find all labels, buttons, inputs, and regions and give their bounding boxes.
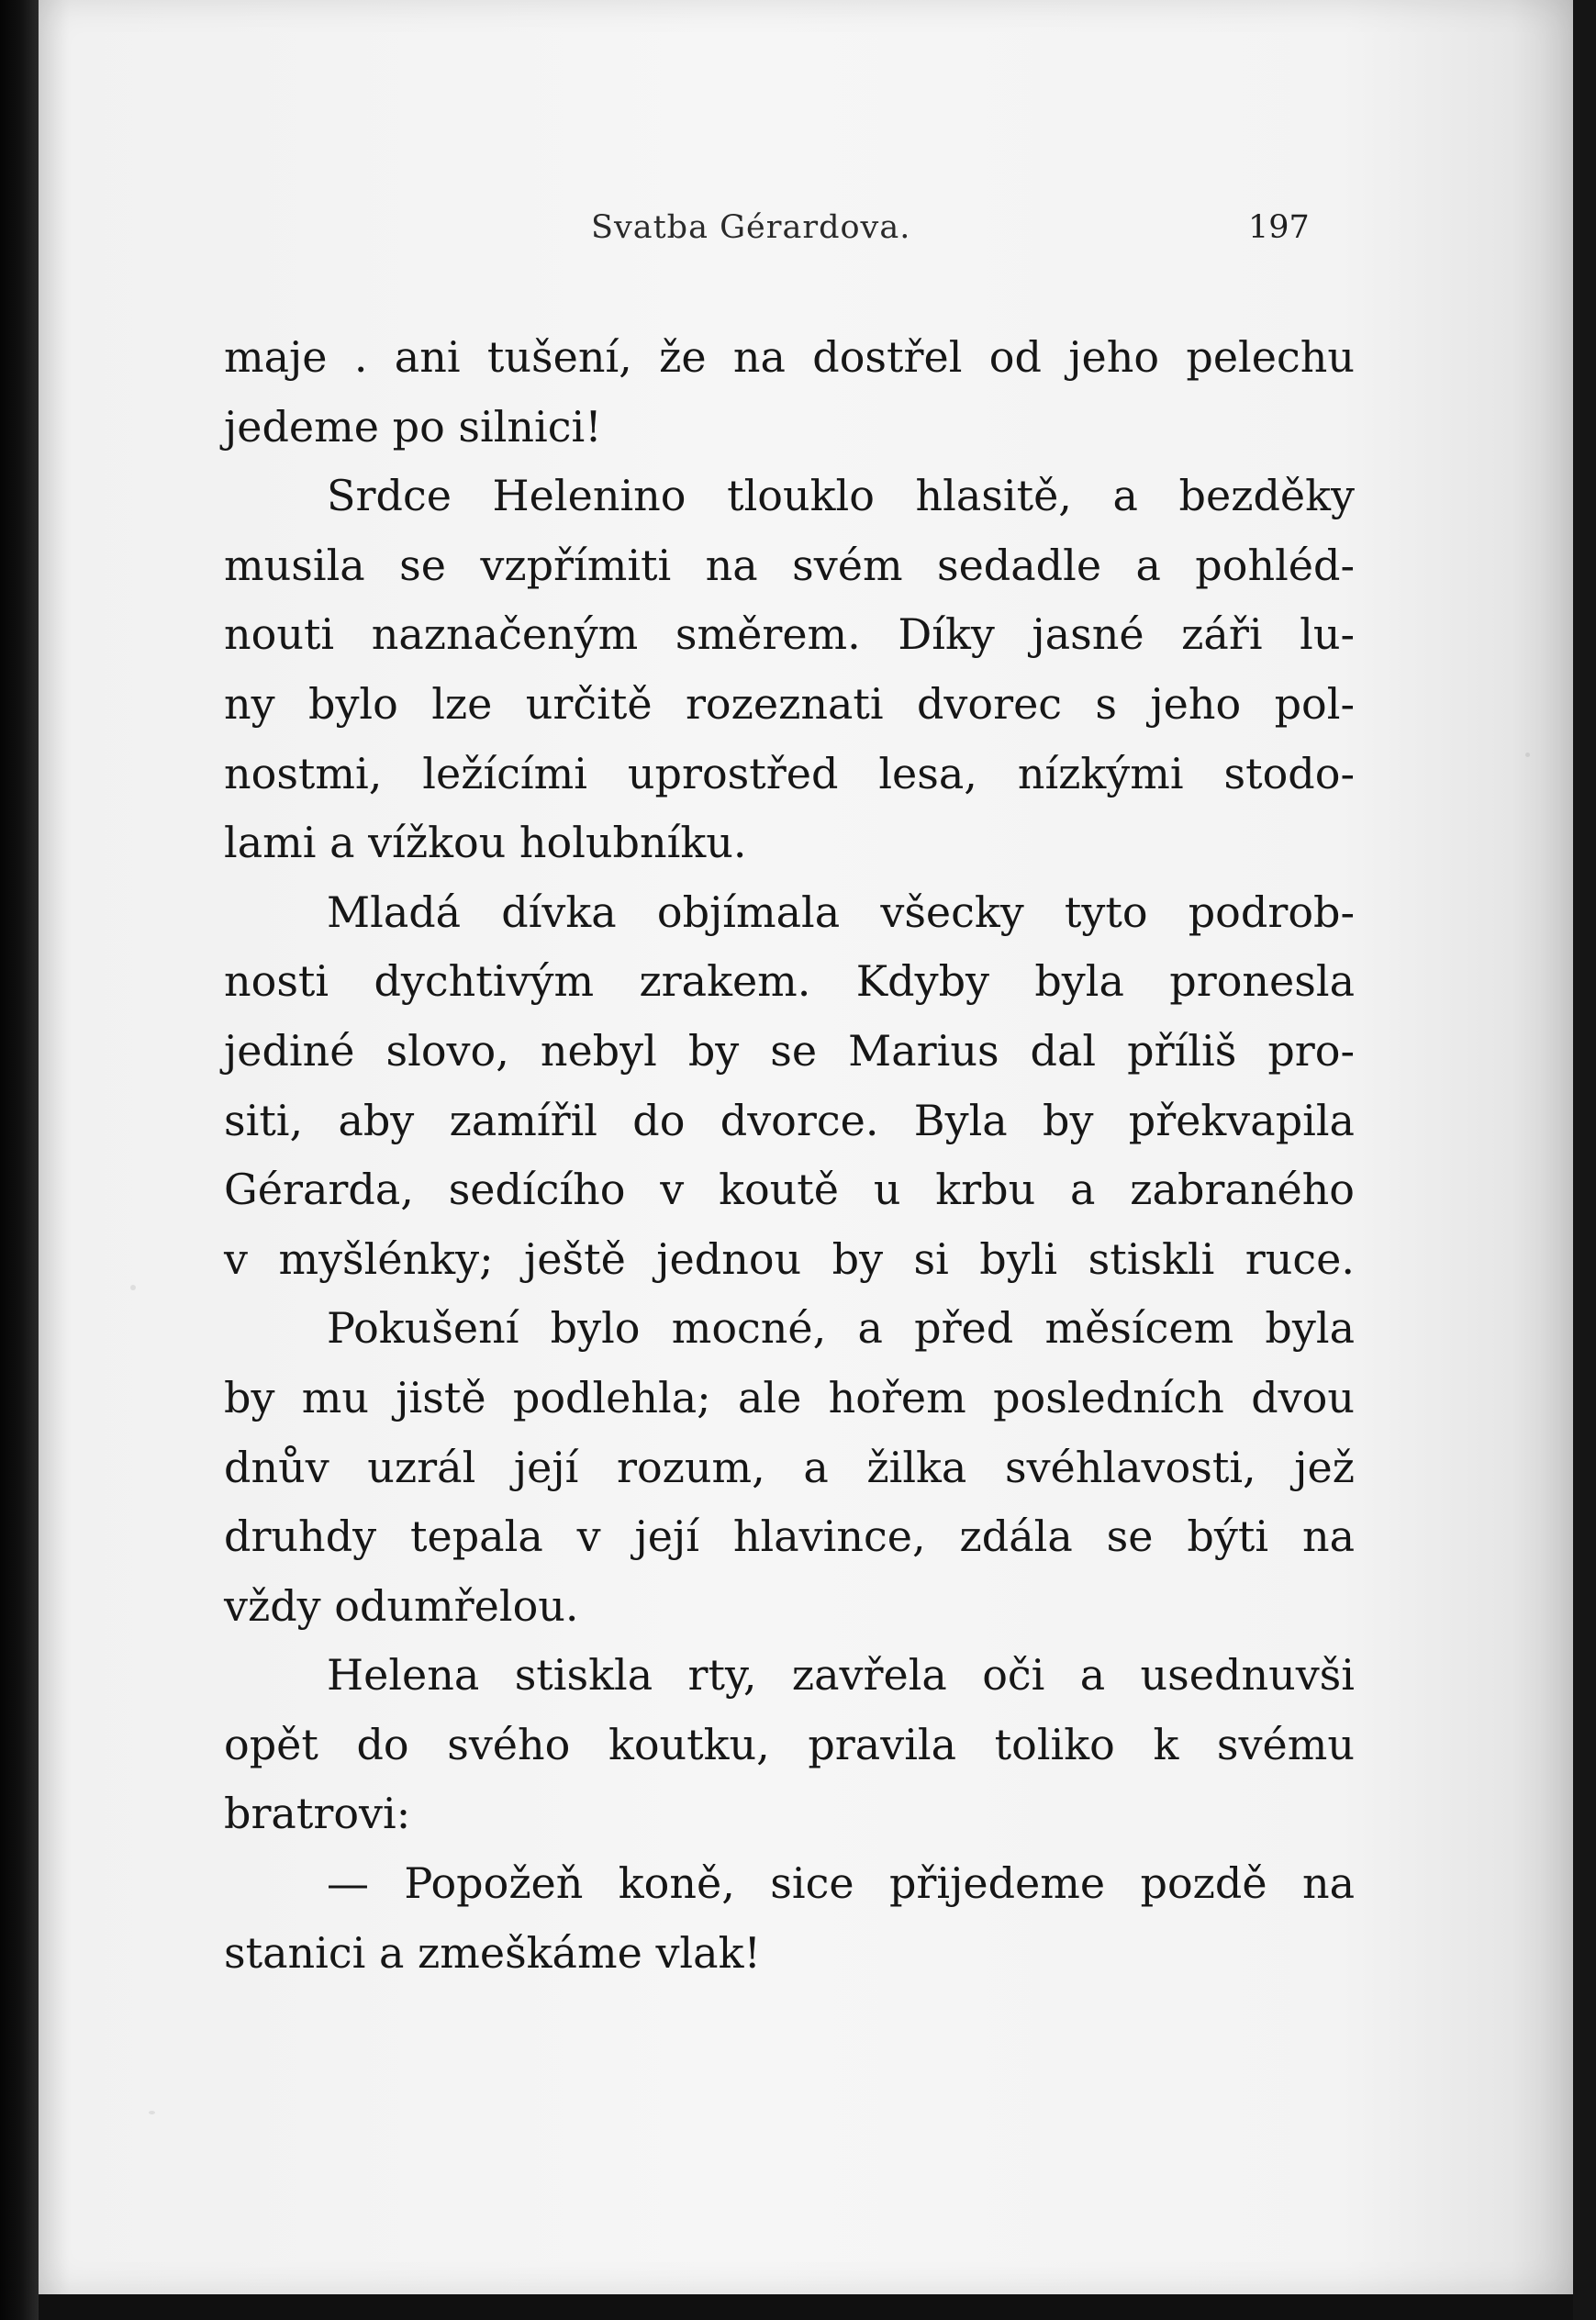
text-line: Gérarda, sedícího v koutě u krbu a zabraného [224,1165,1355,1215]
book-page [39,0,1573,2294]
paper-speck [1525,753,1530,757]
text-line: nosti dychtivým zrakem. Kdyby byla pronesla [224,956,1355,1007]
text-line: ny bylo lze určitě rozeznati dvorec s jeho pol- [224,678,1355,729]
paragraph [224,878,1355,1295]
paragraph [224,1294,1355,1641]
paper-speck [149,2111,155,2114]
text-line: maje . ani tušení, že na dostřel od jeho pelechu [224,332,1355,382]
scan-left-margin [0,0,39,2320]
text-line: nostmi, ležícími uprostřed lesa, nízkými stodo- [224,748,1355,798]
text-line: musila se vzpřímiti na svém sedadle a pohléd- [224,540,1355,590]
text-line: jediné slovo, nebyl by se Marius dal příliš pro- [224,1025,1355,1076]
scan-bottom-margin [39,2294,1573,2320]
text-line: bratrovi: [224,1789,411,1839]
text-line: siti, aby zamířil do dvorce. Byla by překvapila [224,1095,1355,1145]
text-line: by mu jistě podlehla; ale hořem posledních dvou [224,1372,1355,1422]
page-number: 197 [1248,209,1310,246]
scan-right-margin [1573,0,1596,2320]
text-line: dnův uzrál její rozum, a žilka svéhlavosti, jež [224,1442,1355,1492]
text-line: opět do svého koutku, pravila toliko k svému [224,1719,1355,1769]
text-line: nouti naznačeným směrem. Díky jasné záři lu- [224,609,1355,660]
text-line: vždy odumřelou. [224,1580,579,1631]
running-title: Svatba Gérardova. [591,209,911,246]
text-line: v myšlénky; ještě jednou by si byli stiskli ruce. [224,1233,1355,1284]
text-line: Pokušení bylo mocné, a před měsícem byla [327,1303,1355,1354]
paper-speck [130,1285,136,1290]
text-line: Srdce Helenino tlouklo hlasitě, a bezděky [327,471,1355,521]
text-line: druhdy tepala v její hlavince, zdála se býti na [224,1511,1355,1562]
paragraph [224,323,1355,462]
text-line: jedeme po silnici! [224,401,602,452]
text-line: Mladá dívka objímala všecky tyto podrob- [327,887,1355,937]
paragraph [224,1849,1355,1988]
text-line: stanici a zmeškáme vlak! [224,1927,761,1978]
text-line: lami a vížkou holubníku. [224,818,747,868]
running-head [39,209,1573,257]
paragraph [224,462,1355,878]
body-text [224,323,1355,1988]
text-line: Helena stiskla rty, zavřela oči a usednuvši [327,1650,1355,1701]
text-line: — Popožeň koně, sice přijedeme pozdě na [327,1858,1355,1909]
paragraph [224,1641,1355,1849]
